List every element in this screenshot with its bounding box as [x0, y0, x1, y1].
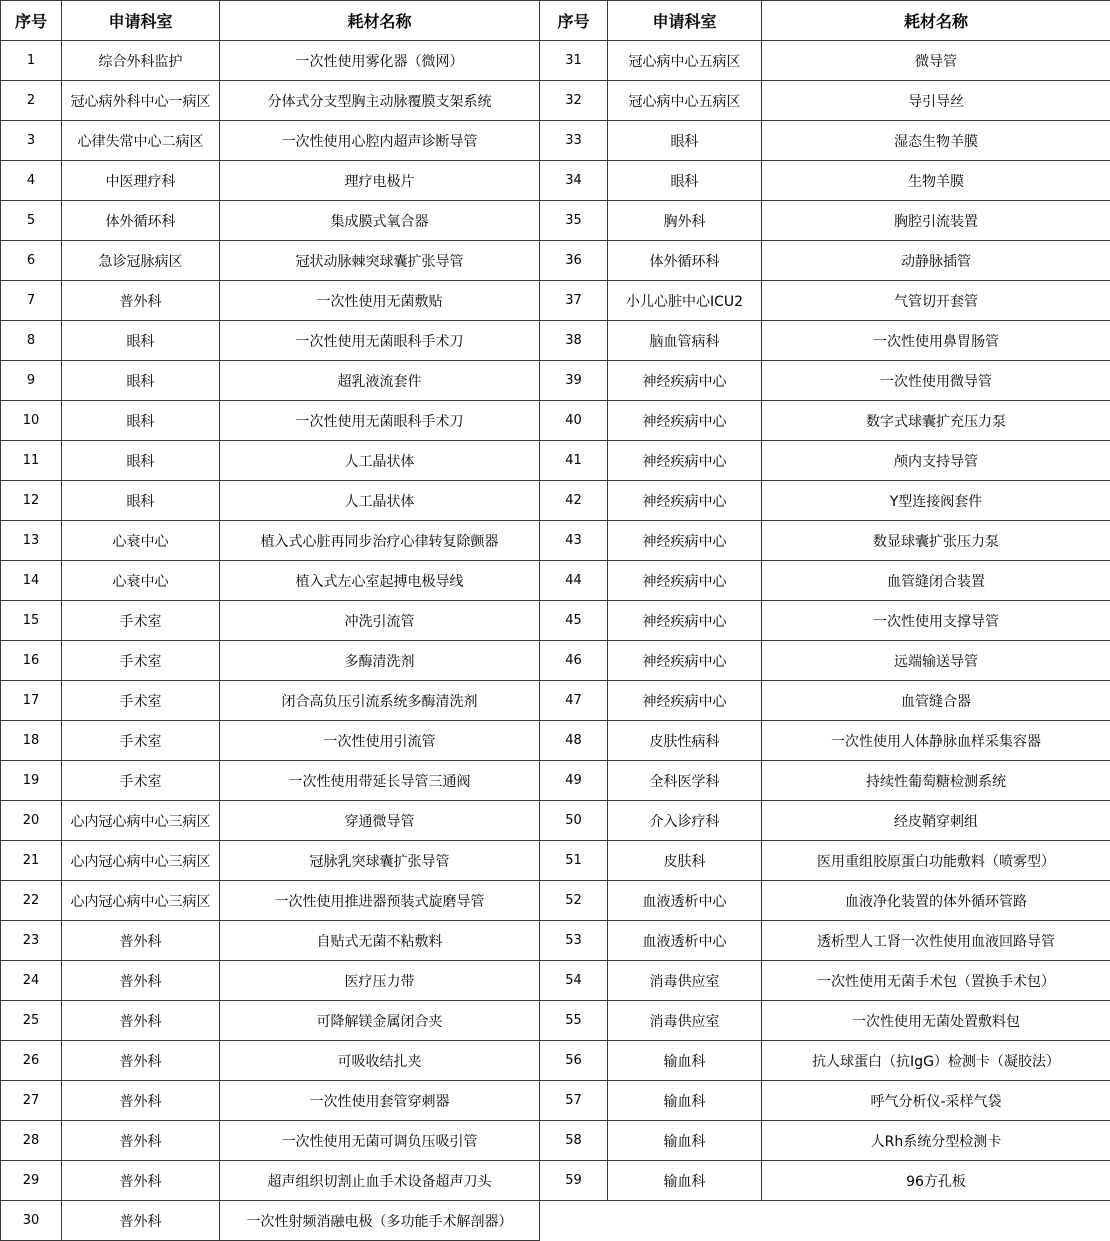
left-department-cell: 普外科 — [62, 1121, 220, 1161]
right-index-cell: 33 — [540, 121, 608, 161]
right-item-name-cell: 数字式球囊扩充压力泵 — [762, 401, 1110, 441]
right-department-cell: 神经疾病中心 — [608, 681, 762, 721]
left-item-name-cell: 可降解镁金属闭合夹 — [220, 1001, 540, 1041]
left-department-cell: 冠心病外科中心一病区 — [62, 81, 220, 121]
right-department-cell: 眼科 — [608, 161, 762, 201]
left-item-name-cell: 一次性使用推进器预装式旋磨导管 — [220, 881, 540, 921]
right-item-name-cell: 一次性使用无菌手术包（置换手术包） — [762, 961, 1110, 1001]
right-item-name-cell: 一次性使用微导管 — [762, 361, 1110, 401]
left-index-cell: 29 — [1, 1161, 62, 1201]
right-item-name-cell: 导引导丝 — [762, 81, 1110, 121]
right-index-cell: 45 — [540, 601, 608, 641]
left-department-cell: 手术室 — [62, 681, 220, 721]
right-item-name-cell: 呼气分析仪-采样气袋 — [762, 1081, 1110, 1121]
right-index-cell: 47 — [540, 681, 608, 721]
table-row — [1, 1161, 1110, 1201]
left-index-cell: 1 — [1, 41, 62, 81]
left-department-cell: 眼科 — [62, 401, 220, 441]
left-department-cell: 急诊冠脉病区 — [62, 241, 220, 281]
left-item-name-cell: 冠状动脉棘突球囊扩张导管 — [220, 241, 540, 281]
left-department-cell: 普外科 — [62, 1161, 220, 1201]
left-department-cell: 眼科 — [62, 441, 220, 481]
left-department-cell: 手术室 — [62, 601, 220, 641]
right-index-cell: 37 — [540, 281, 608, 321]
table-row — [1, 881, 1110, 921]
right-item-name-cell: 远端输送导管 — [762, 641, 1110, 681]
right-department-cell: 冠心病中心五病区 — [608, 41, 762, 81]
header-item-name-left: 耗材名称 — [220, 1, 540, 41]
table-body — [1, 41, 1110, 1241]
left-item-name-cell: 自贴式无菌不粘敷料 — [220, 921, 540, 961]
header-department-left: 申请科室 — [62, 1, 220, 41]
left-index-cell: 16 — [1, 641, 62, 681]
header-index-left: 序号 — [1, 1, 62, 41]
table-row — [1, 1201, 1110, 1241]
right-department-cell: 神经疾病中心 — [608, 561, 762, 601]
right-department-cell: 小儿心脏中心ICU2 — [608, 281, 762, 321]
right-index-cell: 41 — [540, 441, 608, 481]
right-department-cell: 消毒供应室 — [608, 961, 762, 1001]
table-row — [1, 401, 1110, 441]
left-department-cell: 普外科 — [62, 281, 220, 321]
left-department-cell: 普外科 — [62, 1201, 220, 1241]
table-row — [1, 361, 1110, 401]
right-item-name-cell: 湿态生物羊膜 — [762, 121, 1110, 161]
left-index-cell: 18 — [1, 721, 62, 761]
left-index-cell: 14 — [1, 561, 62, 601]
left-department-cell: 手术室 — [62, 721, 220, 761]
table-row — [1, 641, 1110, 681]
table-row — [1, 561, 1110, 601]
left-index-cell: 26 — [1, 1041, 62, 1081]
table-row — [1, 521, 1110, 561]
left-item-name-cell: 医疗压力带 — [220, 961, 540, 1001]
right-department-cell: 神经疾病中心 — [608, 601, 762, 641]
right-item-name-cell: 经皮鞘穿刺组 — [762, 801, 1110, 841]
right-department-cell: 神经疾病中心 — [608, 641, 762, 681]
right-index-cell: 53 — [540, 921, 608, 961]
table-row — [1, 241, 1110, 281]
right-index-cell: 32 — [540, 81, 608, 121]
left-index-cell: 13 — [1, 521, 62, 561]
right-department-cell: 神经疾病中心 — [608, 361, 762, 401]
left-item-name-cell: 一次性使用带延长导管三通阀 — [220, 761, 540, 801]
right-item-name-cell: 气管切开套管 — [762, 281, 1110, 321]
left-index-cell: 5 — [1, 201, 62, 241]
right-item-name-cell: 透析型人工肾一次性使用血液回路导管 — [762, 921, 1110, 961]
left-department-cell: 心衰中心 — [62, 521, 220, 561]
left-department-cell: 眼科 — [62, 321, 220, 361]
right-item-name-cell: 血管缝闭合装置 — [762, 561, 1110, 601]
header-row — [1, 1, 1110, 41]
left-department-cell: 心衰中心 — [62, 561, 220, 601]
right-item-name-cell: 胸腔引流装置 — [762, 201, 1110, 241]
right-index-cell: 34 — [540, 161, 608, 201]
empty-cell — [540, 1201, 1110, 1241]
right-item-name-cell: 抗人球蛋白（抗IgG）检测卡（凝胶法） — [762, 1041, 1110, 1081]
right-item-name-cell: Y型连接阀套件 — [762, 481, 1110, 521]
table-row — [1, 841, 1110, 881]
table-row — [1, 761, 1110, 801]
right-index-cell: 58 — [540, 1121, 608, 1161]
left-department-cell: 普外科 — [62, 1081, 220, 1121]
table-row — [1, 441, 1110, 481]
right-department-cell: 神经疾病中心 — [608, 481, 762, 521]
left-department-cell: 心内冠心病中心三病区 — [62, 841, 220, 881]
left-index-cell: 11 — [1, 441, 62, 481]
right-department-cell: 输血科 — [608, 1081, 762, 1121]
table-row — [1, 1041, 1110, 1081]
right-index-cell: 51 — [540, 841, 608, 881]
left-item-name-cell: 超乳液流套件 — [220, 361, 540, 401]
left-index-cell: 21 — [1, 841, 62, 881]
left-department-cell: 手术室 — [62, 761, 220, 801]
left-item-name-cell: 穿通微导管 — [220, 801, 540, 841]
table-row — [1, 1121, 1110, 1161]
table-row — [1, 1001, 1110, 1041]
left-item-name-cell: 人工晶状体 — [220, 441, 540, 481]
left-department-cell: 眼科 — [62, 361, 220, 401]
right-item-name-cell: 数显球囊扩张压力泵 — [762, 521, 1110, 561]
right-department-cell: 神经疾病中心 — [608, 441, 762, 481]
left-index-cell: 2 — [1, 81, 62, 121]
left-item-name-cell: 一次性使用套管穿刺器 — [220, 1081, 540, 1121]
left-item-name-cell: 植入式心脏再同步治疗心律转复除颤器 — [220, 521, 540, 561]
left-department-cell: 心律失常中心二病区 — [62, 121, 220, 161]
right-item-name-cell: 动静脉插管 — [762, 241, 1110, 281]
left-item-name-cell: 人工晶状体 — [220, 481, 540, 521]
left-item-name-cell: 超声组织切割止血手术设备超声刀头 — [220, 1161, 540, 1201]
right-department-cell: 皮肤科 — [608, 841, 762, 881]
header-index-right: 序号 — [540, 1, 608, 41]
right-department-cell: 血液透析中心 — [608, 921, 762, 961]
table-row — [1, 81, 1110, 121]
right-department-cell: 皮肤性病科 — [608, 721, 762, 761]
table-row — [1, 801, 1110, 841]
right-index-cell: 57 — [540, 1081, 608, 1121]
left-index-cell: 9 — [1, 361, 62, 401]
left-item-name-cell: 一次性使用心腔内超声诊断导管 — [220, 121, 540, 161]
left-department-cell: 心内冠心病中心三病区 — [62, 801, 220, 841]
right-item-name-cell: 一次性使用支撑导管 — [762, 601, 1110, 641]
left-index-cell: 30 — [1, 1201, 62, 1241]
right-item-name-cell: 持续性葡萄糖检测系统 — [762, 761, 1110, 801]
table-row — [1, 601, 1110, 641]
table-row — [1, 121, 1110, 161]
left-index-cell: 24 — [1, 961, 62, 1001]
left-index-cell: 27 — [1, 1081, 62, 1121]
table-row — [1, 1081, 1110, 1121]
right-department-cell: 神经疾病中心 — [608, 521, 762, 561]
right-item-name-cell: 一次性使用人体静脉血样采集容器 — [762, 721, 1110, 761]
left-index-cell: 6 — [1, 241, 62, 281]
right-item-name-cell: 生物羊膜 — [762, 161, 1110, 201]
right-department-cell: 消毒供应室 — [608, 1001, 762, 1041]
right-index-cell: 49 — [540, 761, 608, 801]
right-index-cell: 39 — [540, 361, 608, 401]
right-item-name-cell: 血管缝合器 — [762, 681, 1110, 721]
right-index-cell: 42 — [540, 481, 608, 521]
left-department-cell: 普外科 — [62, 1001, 220, 1041]
right-department-cell: 输血科 — [608, 1041, 762, 1081]
right-index-cell: 59 — [540, 1161, 608, 1201]
right-item-name-cell: 血液净化装置的体外循环管路 — [762, 881, 1110, 921]
left-index-cell: 23 — [1, 921, 62, 961]
right-department-cell: 输血科 — [608, 1161, 762, 1201]
right-index-cell: 44 — [540, 561, 608, 601]
left-item-name-cell: 闭合高负压引流系统多酶清洗剂 — [220, 681, 540, 721]
left-index-cell: 8 — [1, 321, 62, 361]
right-index-cell: 35 — [540, 201, 608, 241]
left-department-cell: 普外科 — [62, 921, 220, 961]
left-department-cell: 体外循环科 — [62, 201, 220, 241]
right-department-cell: 体外循环科 — [608, 241, 762, 281]
right-index-cell: 50 — [540, 801, 608, 841]
table-row — [1, 961, 1110, 1001]
left-item-name-cell: 一次性使用引流管 — [220, 721, 540, 761]
left-department-cell: 手术室 — [62, 641, 220, 681]
left-item-name-cell: 植入式左心室起搏电极导线 — [220, 561, 540, 601]
left-item-name-cell: 可吸收结扎夹 — [220, 1041, 540, 1081]
right-department-cell: 眼科 — [608, 121, 762, 161]
right-department-cell: 冠心病中心五病区 — [608, 81, 762, 121]
right-department-cell: 胸外科 — [608, 201, 762, 241]
right-index-cell: 36 — [540, 241, 608, 281]
left-item-name-cell: 一次性使用无菌眼科手术刀 — [220, 401, 540, 441]
left-index-cell: 22 — [1, 881, 62, 921]
right-index-cell: 54 — [540, 961, 608, 1001]
left-item-name-cell: 一次性使用无菌眼科手术刀 — [220, 321, 540, 361]
right-item-name-cell: 医用重组胶原蛋白功能敷料（喷雾型） — [762, 841, 1110, 881]
table-row — [1, 201, 1110, 241]
table-row — [1, 921, 1110, 961]
table-row — [1, 41, 1110, 81]
header-department-right: 申请科室 — [608, 1, 762, 41]
left-item-name-cell: 分体式分支型胸主动脉覆膜支架系统 — [220, 81, 540, 121]
left-item-name-cell: 冠脉乳突球囊扩张导管 — [220, 841, 540, 881]
right-index-cell: 55 — [540, 1001, 608, 1041]
right-item-name-cell: 人Rh系统分型检测卡 — [762, 1121, 1110, 1161]
right-index-cell: 40 — [540, 401, 608, 441]
table-row — [1, 281, 1110, 321]
left-department-cell: 普外科 — [62, 961, 220, 1001]
left-index-cell: 25 — [1, 1001, 62, 1041]
right-item-name-cell: 颅内支持导管 — [762, 441, 1110, 481]
left-index-cell: 12 — [1, 481, 62, 521]
right-department-cell: 神经疾病中心 — [608, 401, 762, 441]
left-item-name-cell: 一次性使用无菌可调负压吸引管 — [220, 1121, 540, 1161]
left-item-name-cell: 一次性射频消融电极（多功能手术解剖器） — [220, 1201, 540, 1241]
right-index-cell: 46 — [540, 641, 608, 681]
left-item-name-cell: 一次性使用雾化器（微网） — [220, 41, 540, 81]
left-index-cell: 4 — [1, 161, 62, 201]
left-index-cell: 3 — [1, 121, 62, 161]
right-item-name-cell: 一次性使用鼻胃肠管 — [762, 321, 1110, 361]
right-index-cell: 56 — [540, 1041, 608, 1081]
left-item-name-cell: 多酶清洗剂 — [220, 641, 540, 681]
left-index-cell: 28 — [1, 1121, 62, 1161]
left-index-cell: 20 — [1, 801, 62, 841]
right-department-cell: 脑血管病科 — [608, 321, 762, 361]
table-row — [1, 161, 1110, 201]
right-department-cell: 介入诊疗科 — [608, 801, 762, 841]
left-department-cell: 综合外科监护 — [62, 41, 220, 81]
left-item-name-cell: 理疗电极片 — [220, 161, 540, 201]
left-index-cell: 7 — [1, 281, 62, 321]
left-index-cell: 10 — [1, 401, 62, 441]
right-department-cell: 血液透析中心 — [608, 881, 762, 921]
right-department-cell: 全科医学科 — [608, 761, 762, 801]
right-index-cell: 31 — [540, 41, 608, 81]
right-item-name-cell: 微导管 — [762, 41, 1110, 81]
table-row — [1, 321, 1110, 361]
left-department-cell: 中医理疗科 — [62, 161, 220, 201]
table-row — [1, 481, 1110, 521]
table-row — [1, 721, 1110, 761]
table-row — [1, 681, 1110, 721]
right-department-cell: 输血科 — [608, 1121, 762, 1161]
right-item-name-cell: 一次性使用无菌处置敷料包 — [762, 1001, 1110, 1041]
left-index-cell: 17 — [1, 681, 62, 721]
right-index-cell: 43 — [540, 521, 608, 561]
right-index-cell: 52 — [540, 881, 608, 921]
right-index-cell: 48 — [540, 721, 608, 761]
left-item-name-cell: 冲洗引流管 — [220, 601, 540, 641]
left-index-cell: 15 — [1, 601, 62, 641]
left-index-cell: 19 — [1, 761, 62, 801]
left-department-cell: 心内冠心病中心三病区 — [62, 881, 220, 921]
left-item-name-cell: 集成膜式氧合器 — [220, 201, 540, 241]
left-department-cell: 普外科 — [62, 1041, 220, 1081]
left-item-name-cell: 一次性使用无菌敷贴 — [220, 281, 540, 321]
right-index-cell: 38 — [540, 321, 608, 361]
left-department-cell: 眼科 — [62, 481, 220, 521]
header-item-name-right: 耗材名称 — [762, 1, 1110, 41]
right-item-name-cell: 96方孔板 — [762, 1161, 1110, 1201]
